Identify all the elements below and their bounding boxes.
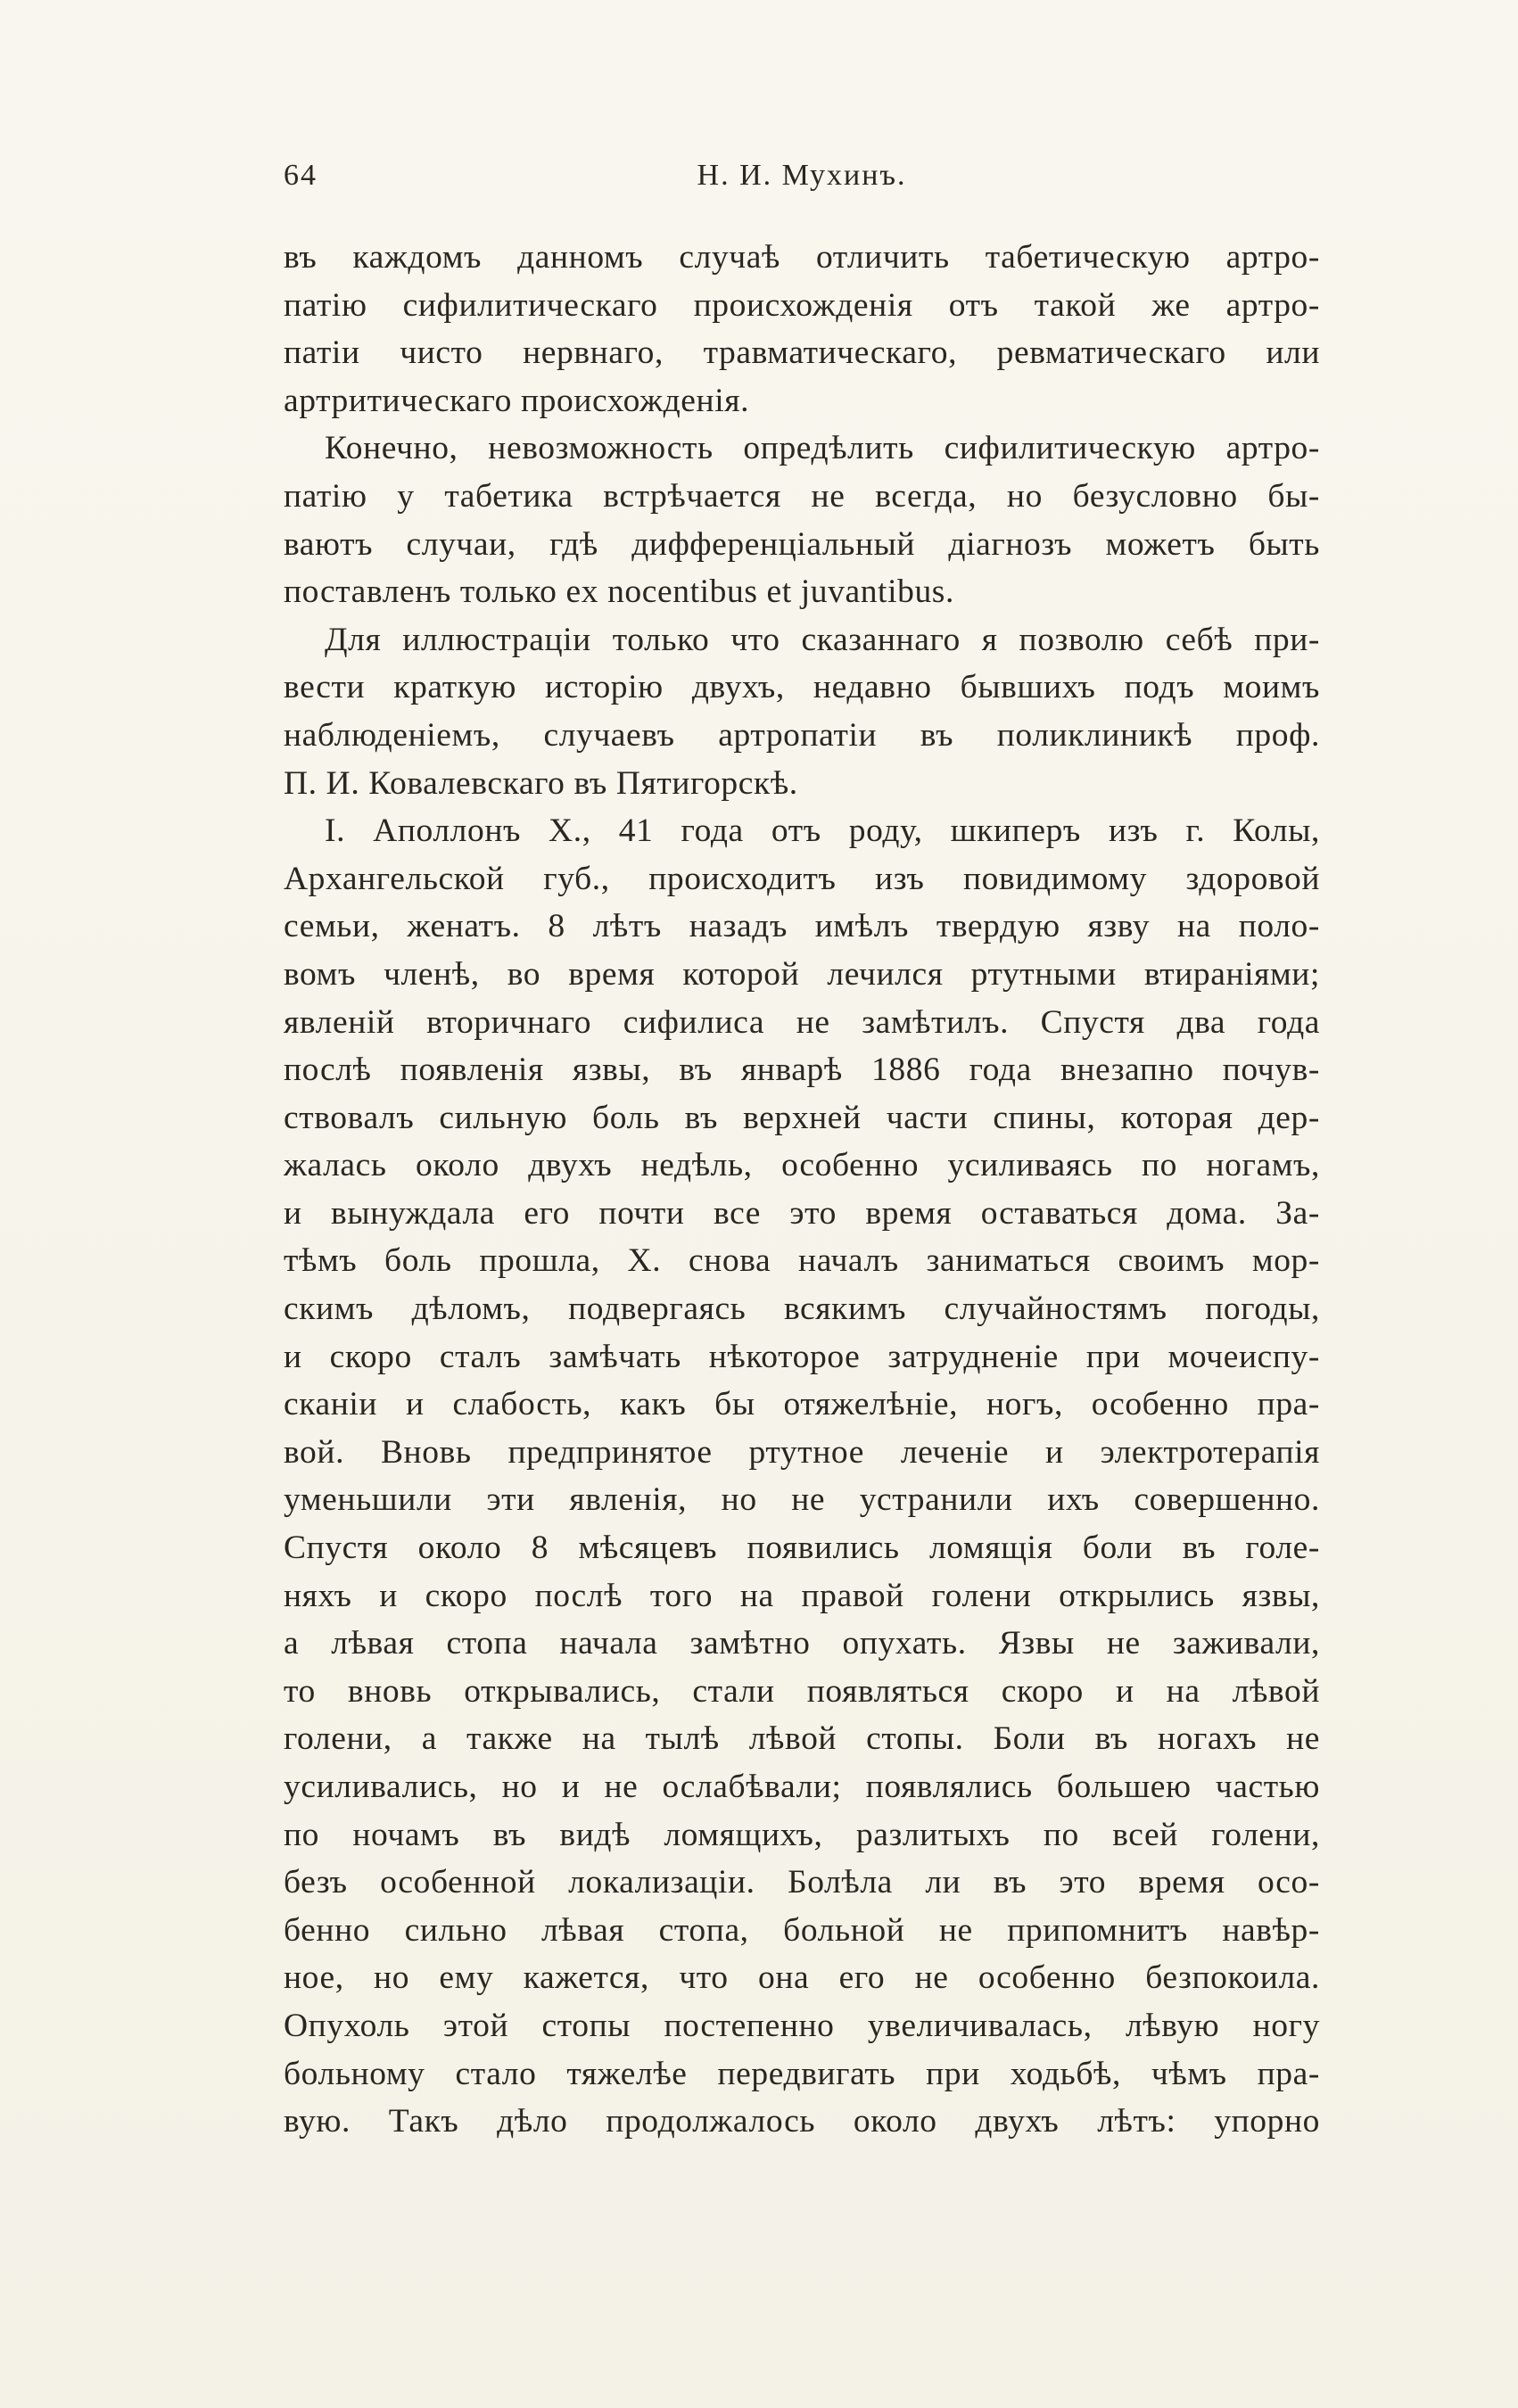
text-line: П. И. Ковалевскаго въ Пятигорскѣ. — [284, 764, 798, 802]
text-line: поставленъ только ex nocentibus et juvantibus. — [284, 573, 954, 611]
text-line: больному стало тяжелѣе передвигать при ходьбѣ, чѣмъ пра- — [284, 2055, 1320, 2092]
text-line: и скоро сталъ замѣчать нѣкоторое затрудненіе при мочеиспу- — [284, 1338, 1320, 1375]
text-line: вомъ членѣ, во время которой лечился ртутными втираніями; — [284, 955, 1320, 993]
text-line: голени, а также на тылѣ лѣвой стопы. Боли въ ногахъ не — [284, 1720, 1320, 1758]
text-line: безъ особенной локализаціи. Болѣла ли въ это время осо- — [284, 1864, 1320, 1901]
page-header — [284, 159, 1320, 203]
text-line: по ночамъ въ видѣ ломящихъ, разлитыхъ по всей голени, — [284, 1816, 1320, 1853]
page-number: 64 — [284, 159, 318, 192]
text-line: жалась около двухъ недѣль, особенно усиливаясь по ногамъ, — [284, 1147, 1320, 1184]
text-line: вую. Такъ дѣло продолжалось около двухъ лѣтъ: упорно — [284, 2103, 1320, 2140]
text-line: усиливались, но и не ослабѣвали; появлялись большею частью — [284, 1769, 1320, 1805]
text-line: въ каждомъ данномъ случаѣ отличить табетическую артро- — [284, 239, 1320, 276]
text-line: тѣмъ боль прошла, Х. снова началъ заниматься своимъ мор- — [284, 1242, 1320, 1280]
text-line: няхъ и скоро послѣ того на правой голени открылись язвы, — [284, 1577, 1320, 1614]
text-line: Архангельской губ., происходитъ изъ повидимому здоровой — [284, 860, 1320, 897]
text-line: I. Аполлонъ Х., 41 года отъ роду, шкиперъ изъ г. Колы, — [325, 812, 1320, 850]
text-line: вести краткую исторію двухъ, недавно бывшихъ подъ моимъ — [284, 669, 1320, 706]
text-line: Спустя около 8 мѣсяцевъ появились ломящія боли въ голе- — [284, 1530, 1320, 1567]
text-line: скимъ дѣломъ, подвергаясь всякимъ случайностямъ погоды, — [284, 1291, 1320, 1328]
text-line: Конечно, невозможность опредѣлить сифилитическую артро- — [325, 430, 1320, 467]
text-line: семьи, женатъ. 8 лѣтъ назадъ имѣлъ твердую язву на поло- — [284, 908, 1320, 945]
body-text — [284, 234, 1320, 2146]
running-head: Н. И. Мухинъ. — [697, 159, 907, 192]
text-line: явленій вторичнаго сифилиса не замѣтилъ. Спустя два года — [284, 1003, 1320, 1041]
text-line: Для иллюстраціи только что сказаннаго я позволю себѣ при- — [325, 621, 1320, 658]
text-line: уменьшили эти явленія, но не устранили ихъ совершенно. — [284, 1481, 1320, 1519]
text-line: ное, но ему кажется, что она его не особенно безпокоила. — [284, 1959, 1320, 1997]
text-line: а лѣвая стопа начала замѣтно опухать. Язвы не заживали, — [284, 1625, 1320, 1662]
text-line: патіи чисто нервнаго, травматическаго, ревматическаго или — [284, 334, 1320, 372]
text-line: сканіи и слабость, какъ бы отяжелѣніе, ногъ, особенно пра- — [284, 1386, 1320, 1423]
text-line: бенно сильно лѣвая стопа, больной не припомнитъ навѣр- — [284, 1911, 1320, 1949]
text-line: и вынуждала его почти все это время оставаться дома. За- — [284, 1194, 1320, 1232]
text-line: то вновь открывались, стали появляться скоро и на лѣвой — [284, 1672, 1320, 1710]
text-line: Опухоль этой стопы постепенно увеличивалась, лѣвую ногу — [284, 2007, 1320, 2044]
text-line: послѣ появленія язвы, въ январѣ 1886 года внезапно почув- — [284, 1051, 1320, 1089]
text-line: ствовалъ сильную боль въ верхней части спины, которая дер- — [284, 1099, 1320, 1136]
text-line: патію у табетика встрѣчается не всегда, но безусловно бы- — [284, 477, 1320, 515]
text-line: патію сифилитическаго происхожденія отъ такой же артро- — [284, 286, 1320, 324]
text-line: ваютъ случаи, гдѣ дифференціальный діагнозъ можетъ быть — [284, 525, 1320, 563]
text-line: вой. Вновь предпринятое ртутное леченіе и электротерапія — [284, 1433, 1320, 1471]
text-line: наблюденіемъ, случаевъ артропатіи въ поликлиникѣ проф. — [284, 716, 1320, 754]
text-line: артритическаго происхожденія. — [284, 382, 750, 419]
